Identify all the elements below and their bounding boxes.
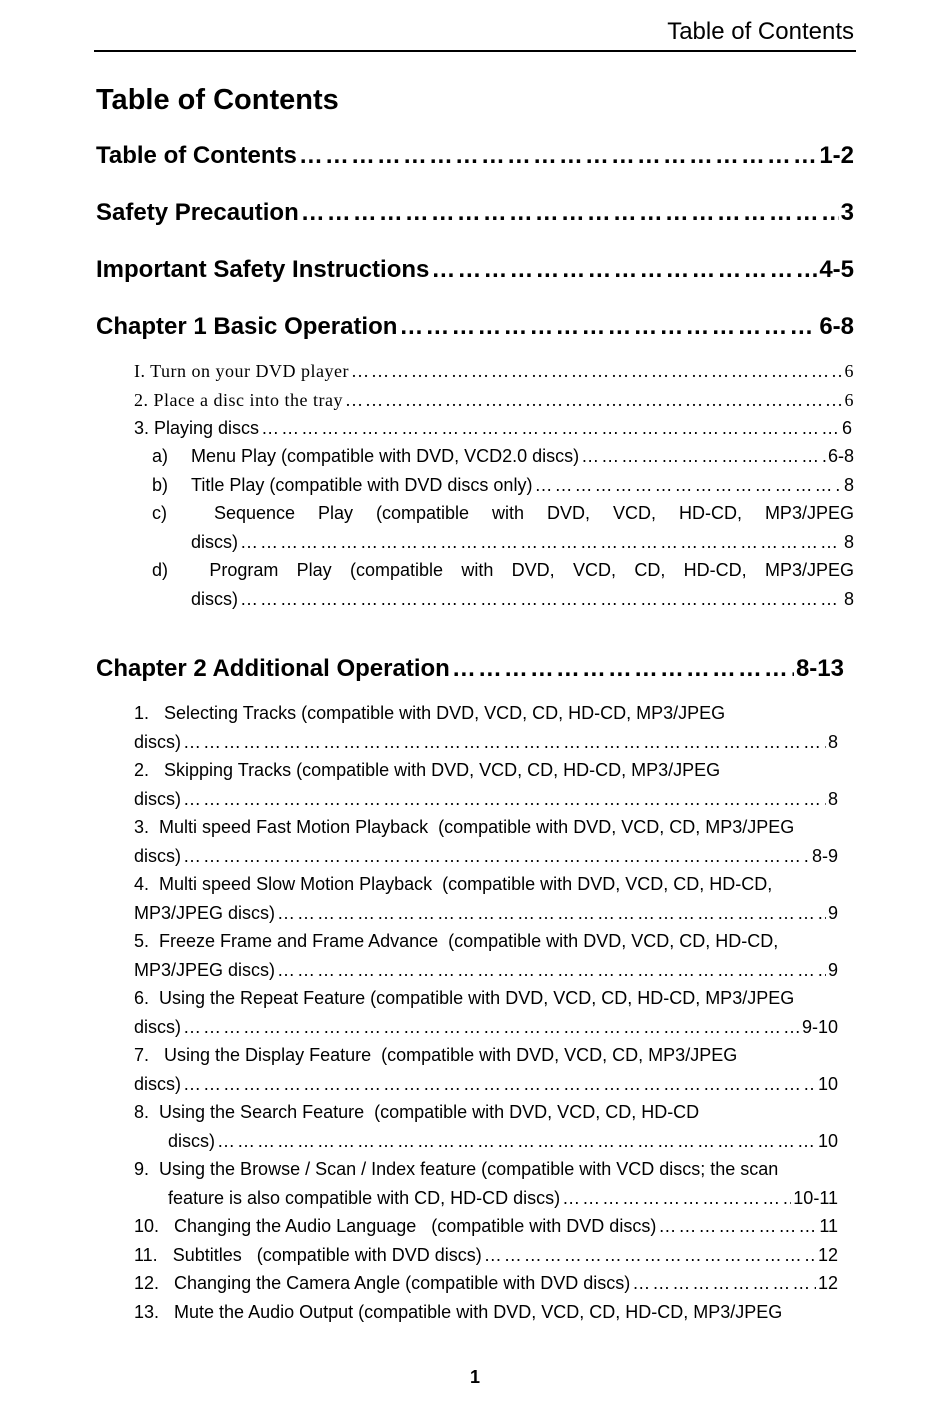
word: with — [461, 560, 494, 580]
word: VCD, — [573, 560, 617, 580]
item-text: 3. Multi speed Fast Motion Playback (compatible with DVD, VCD, CD, MP3/JPEG — [134, 817, 795, 837]
entry-label: Chapter 2 Additional Operation — [96, 655, 450, 682]
subitem-page: 8 — [843, 532, 854, 552]
toc-entry[interactable] — [96, 199, 854, 227]
word: MP3/JPEG — [764, 503, 854, 523]
item-label: I. Turn on your DVD player — [134, 361, 349, 381]
item-label: discs) — [134, 788, 182, 809]
word: with — [492, 503, 525, 523]
item-page: 10 — [817, 1073, 838, 1094]
toc-item[interactable] — [134, 1273, 838, 1294]
leader-dots — [183, 1074, 816, 1095]
word: HD-CD, — [683, 560, 747, 580]
toc-item[interactable] — [134, 960, 838, 981]
toc-item-line1[interactable] — [134, 817, 854, 838]
leader-dots — [431, 256, 817, 284]
toc-item[interactable] — [134, 732, 838, 753]
item-page: 12 — [817, 1273, 838, 1293]
toc-item[interactable] — [134, 1074, 838, 1095]
entry-label: Chapter 1 Basic Operation — [96, 313, 398, 340]
item-label: discs) — [134, 845, 182, 866]
toc-item[interactable] — [134, 390, 854, 411]
subitem-label: Menu Play (compatible with DVD, VCD2.0 discs) — [191, 446, 580, 466]
item-label: MP3/JPEG discs) — [134, 959, 276, 980]
item-label: MP3/JPEG discs) — [134, 902, 276, 923]
toc-item[interactable] — [168, 1131, 838, 1152]
word: Play — [296, 560, 332, 580]
item-text: 7. Using the Display Feature (compatible with DVD, VCD, CD, MP3/JPEG — [134, 1045, 738, 1065]
leader-dots — [399, 313, 817, 341]
item-page: 6 — [841, 418, 852, 438]
leader-dots — [562, 1188, 791, 1209]
subitem-label: discs) — [191, 589, 239, 609]
entry-page: 3 — [840, 199, 854, 226]
leader-dots — [240, 532, 842, 553]
word: Program — [209, 560, 279, 580]
leader-dots — [632, 1273, 816, 1294]
toc-item-line1[interactable] — [134, 874, 854, 895]
item-page: 8-9 — [811, 845, 838, 866]
leader-dots — [345, 390, 843, 411]
toc-item-line1[interactable] — [134, 1102, 854, 1123]
toc-item[interactable] — [134, 903, 838, 924]
subitem-marker: b) — [152, 475, 169, 495]
entry-page: 6-8 — [819, 313, 854, 340]
leader-dots — [581, 446, 826, 467]
leader-dots — [277, 903, 826, 924]
item-text: 4. Multi speed Slow Motion Playback (compatible with DVD, VCD, CD, HD-CD, — [134, 874, 773, 894]
word: DVD, — [547, 503, 591, 523]
item-label: feature is also compatible with CD, HD-CD discs) — [168, 1187, 561, 1208]
toc-subitem-line1[interactable] — [152, 560, 854, 581]
item-text: 8. Using the Search Feature (compatible with DVD, VCD, CD, HD-CD — [134, 1102, 700, 1122]
leader-dots — [452, 655, 794, 683]
toc-entry[interactable] — [96, 313, 854, 341]
item-label: discs) — [134, 731, 182, 752]
item-label: discs) — [134, 1016, 182, 1037]
toc-item[interactable] — [168, 1188, 838, 1209]
item-page: 8 — [827, 731, 838, 752]
toc-subitem-line1[interactable] — [152, 503, 854, 524]
item-label: discs) — [134, 1073, 182, 1094]
item-label: 3. Playing discs — [134, 418, 260, 438]
item-label: 12. Changing the Camera Angle (compatible with DVD discs) — [134, 1273, 631, 1293]
word: HD-CD, — [678, 503, 742, 523]
toc-item[interactable] — [134, 361, 854, 382]
toc-entry[interactable] — [96, 142, 854, 170]
item-page: 12 — [817, 1244, 838, 1265]
leader-dots — [183, 1017, 800, 1038]
entry-label: Safety Precaution — [96, 199, 299, 226]
leader-dots — [351, 361, 843, 382]
toc-item[interactable] — [134, 1216, 838, 1237]
item-page: 9 — [827, 902, 838, 923]
toc-item[interactable] — [134, 846, 838, 867]
item-page: 6 — [844, 390, 854, 410]
toc-subitem[interactable] — [152, 475, 854, 496]
running-header-title: Table of Contents — [667, 18, 854, 45]
word: Sequence — [213, 503, 296, 523]
item-label: discs) — [168, 1130, 216, 1151]
item-text: 13. Mute the Audio Output (compatible with DVD, VCD, CD, HD-CD, MP3/JPEG — [134, 1301, 783, 1322]
subitem-label: discs) — [191, 532, 239, 552]
toc-item-line1[interactable] — [134, 931, 854, 952]
leader-dots — [240, 589, 842, 610]
word: MP3/JPEG — [764, 560, 854, 580]
item-page: 6 — [844, 361, 854, 381]
subitem-page: 8 — [843, 475, 854, 495]
leader-dots — [183, 732, 826, 753]
word: (compatible — [349, 560, 444, 580]
toc-item-line1[interactable] — [134, 760, 854, 781]
item-text: 1. Selecting Tracks (compatible with DVD, VCD, CD, HD-CD, MP3/JPEG — [134, 703, 726, 723]
subitem-marker: c) — [152, 503, 167, 523]
word: VCD, — [612, 503, 656, 523]
leader-dots — [277, 960, 826, 981]
toc-item-line1[interactable] — [134, 1159, 854, 1180]
item-page: 10 — [817, 1130, 838, 1151]
leader-dots — [299, 142, 817, 170]
toc-subitem-line2[interactable] — [191, 532, 854, 553]
item-label: 2. Place a disc into the tray — [134, 390, 343, 410]
entry-label: Important Safety Instructions — [96, 256, 430, 283]
item-text: 6. Using the Repeat Feature (compatible with DVD, VCD, CD, HD-CD, MP3/JPEG — [134, 988, 795, 1008]
entry-label: Table of Contents — [96, 142, 297, 169]
leader-dots — [217, 1131, 816, 1152]
subitem-label: Title Play (compatible with DVD discs only) — [191, 475, 533, 495]
page-title: Table of Contents — [96, 84, 339, 116]
word: Play — [318, 503, 354, 523]
item-page: 8 — [827, 788, 838, 809]
item-text: 9. Using the Browse / Scan / Index feature (compatible with VCD discs; the scan — [134, 1159, 779, 1179]
toc-item[interactable] — [134, 1017, 838, 1038]
toc-entry-chapter2[interactable] — [96, 655, 844, 683]
item-label: 11. Subtitles (compatible with DVD discs) — [134, 1244, 482, 1265]
item-page: 11 — [819, 1216, 838, 1236]
item-page: 9-10 — [801, 1016, 838, 1037]
subitem-page: 6-8 — [827, 446, 854, 466]
toc-item[interactable] — [134, 1245, 838, 1266]
subitem-marker: a) — [152, 446, 169, 466]
entry-page: 8-13 — [795, 655, 844, 682]
item-text: 5. Freeze Frame and Frame Advance (compatible with DVD, VCD, CD, HD-CD, — [134, 931, 779, 951]
leader-dots — [183, 789, 826, 810]
leader-dots — [301, 199, 839, 227]
entry-page: 4-5 — [819, 256, 854, 283]
word: (compatible — [376, 503, 470, 523]
item-label: 10. Changing the Audio Language (compatible with DVD discs) — [134, 1216, 657, 1236]
leader-dots — [261, 418, 840, 439]
leader-dots — [534, 475, 842, 496]
running-header — [94, 18, 856, 52]
leader-dots — [484, 1245, 816, 1266]
toc-item-line1[interactable] — [134, 1302, 854, 1323]
toc-item[interactable] — [134, 418, 852, 439]
entry-page: 1-2 — [819, 142, 854, 169]
leader-dots — [658, 1216, 817, 1237]
page-number: 1 — [469, 1367, 480, 1387]
toc-entry[interactable] — [96, 256, 854, 284]
toc-item-line1[interactable] — [134, 1045, 854, 1066]
toc-item-line1[interactable] — [134, 703, 854, 724]
subitem-marker: d) — [152, 560, 169, 580]
item-page: 10-11 — [793, 1187, 838, 1208]
item-page: 9 — [827, 959, 838, 980]
word: DVD, — [511, 560, 555, 580]
toc-item[interactable] — [134, 789, 838, 810]
toc-subitem[interactable] — [152, 446, 854, 467]
leader-dots — [183, 846, 810, 867]
subitem-page: 8 — [843, 589, 854, 609]
toc-subitem-line2[interactable] — [191, 589, 854, 610]
item-text: 2. Skipping Tracks (compatible with DVD, VCD, CD, HD-CD, MP3/JPEG — [134, 760, 721, 780]
word: CD, — [634, 560, 666, 580]
toc-item-line1[interactable] — [134, 988, 854, 1009]
